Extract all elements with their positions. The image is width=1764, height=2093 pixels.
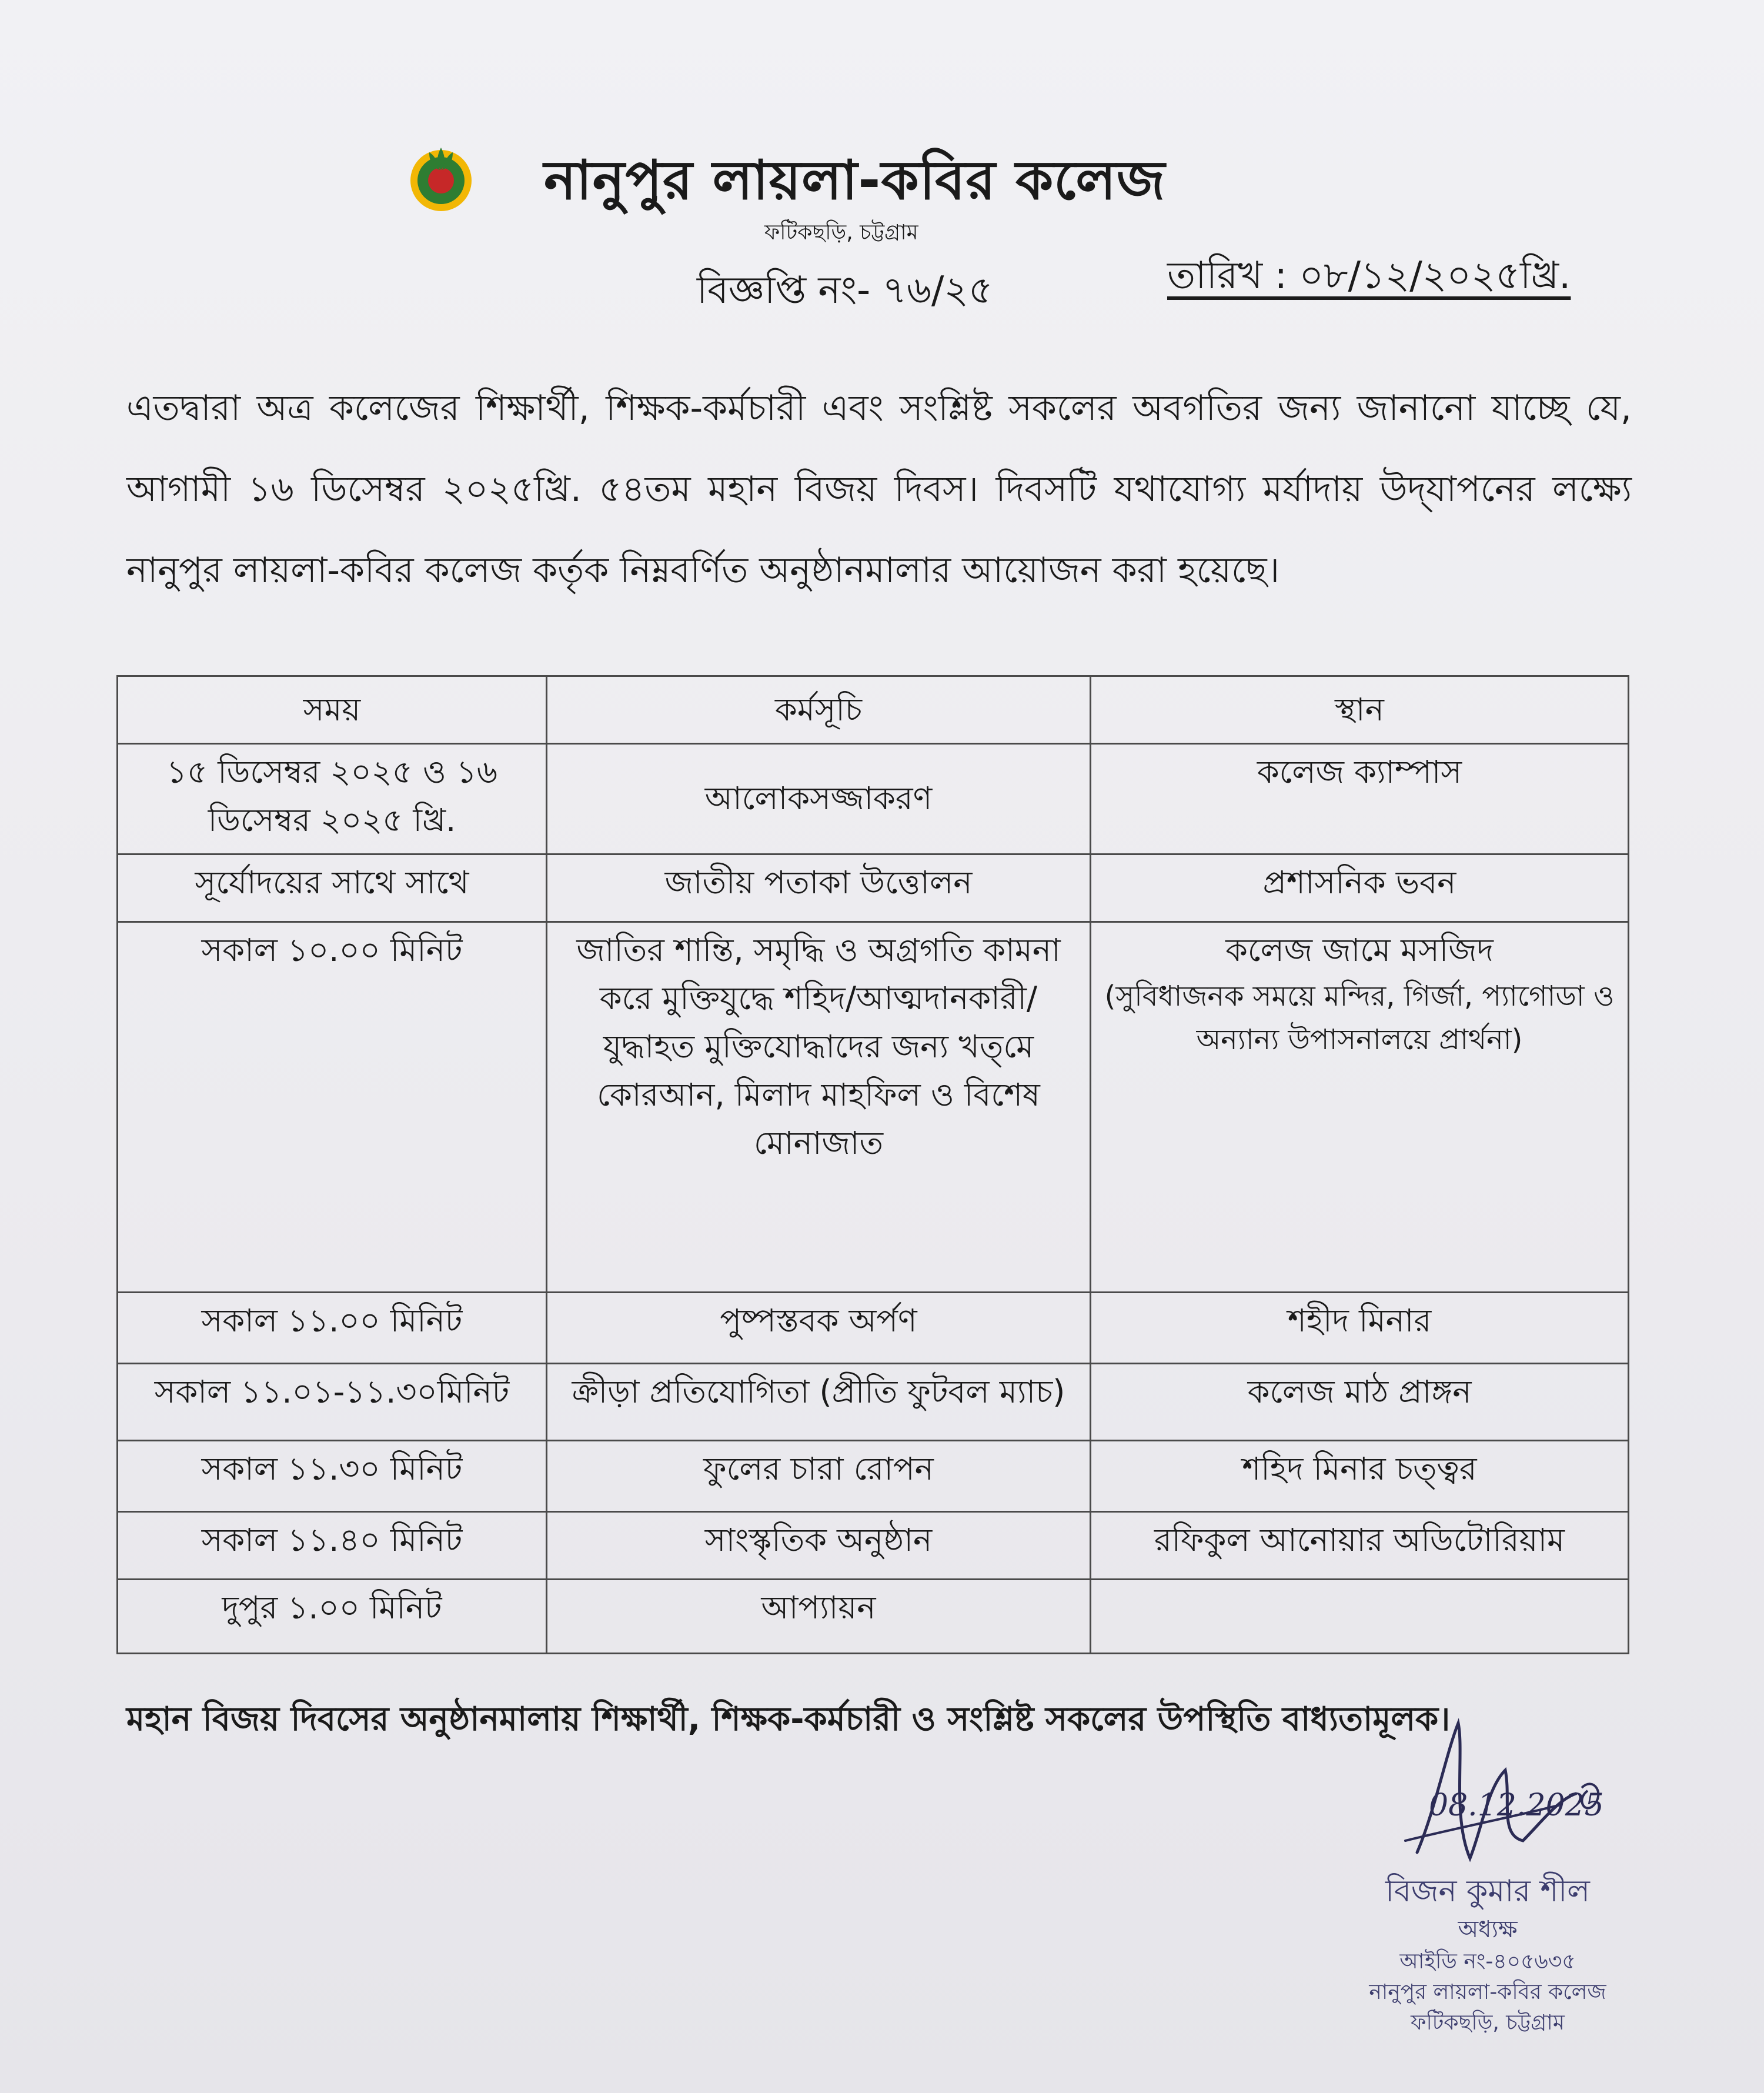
signatory-title: অধ্যক্ষ [1458,1916,1518,1943]
cell-place [1091,1580,1629,1654]
place-note: (সুবিধাজনক সময়ে মন্দির, গির্জা, প্যাগোডা ও অন্যান্য উপাসনালয়ে প্রার্থনা) [1104,980,1615,1057]
table-row [118,1511,1629,1579]
table-row [118,1580,1629,1654]
signatory-name: বিজন কুমার শীল [1385,1874,1590,1909]
cell-program: আপ্যায়ন [547,1580,1091,1654]
cell-place: কলেজ মাঠ প্রাঙ্গন [1091,1363,1629,1440]
notice-body: এতদ্বারা অত্র কলেজের শিক্ষার্থী, শিক্ষক-কর্মচারী এবং সংশ্লিষ্ট সকলের অবগতির জন্য জানানো যাচ্ছে যে, আগামী ১৬ ডিসেম্বর ২০২৫খ্রি. ৫৪তম মহান বিজয় দিবস। দিবসটি যথাযোগ্য মর্যাদায় উদ্‌যাপনের লক্ষ্যে নানুপুর লায়লা-কবির কলেজ কর্তৃক নিম্নবর্ণিত অনুষ্ঠানমালার আয়োজন করা হয়েছে। [126,388,1632,591]
cell-time: সকাল ১০.০০ মিনিট [118,922,547,1293]
header-time: সময় [118,676,547,744]
cell-place: প্রশাসনিক ভবন [1091,854,1629,922]
cell-time: সূর্যোদয়ের সাথে সাথে [118,854,547,922]
cell-time: সকাল ১১.০০ মিনিট [118,1293,547,1364]
cell-program: জাতির শান্তি, সমৃদ্ধি ও অগ্রগতি কামনা করে মুক্তিযুদ্ধে শহিদ/আত্মদানকারী/যুদ্ধাহত মুক্তিযোদ্ধাদের জন্য খত্‌মে কোরআন, মিলাদ মাহফিল ও বিশেষ মোনাজাত [547,922,1091,1293]
signatory-institution: নানুপুর লায়লা-কবির কলেজ [1369,1980,1606,2004]
place-name: কলেজ জামে মসজিদ [1225,932,1494,969]
header-place: স্থান [1091,676,1629,744]
signatory-id: আইডি নং-৪০৫৬৩৫ [1399,1950,1576,1974]
signatory-place: ফটিকছড়ি, চট্টগ্রাম [1411,2011,1565,2035]
table-row [118,1293,1629,1364]
cell-place [1091,922,1629,1293]
cell-program: পুষ্পস্তবক অর্পণ [547,1293,1091,1364]
table-row [118,854,1629,922]
college-name: নানুপুর লায়লা-কবির কলেজ [544,149,1166,212]
table-header-row [118,676,1629,744]
notice-number: বিজ্ঞপ্তি নং- ৭৬/২৫ [697,269,993,312]
closing-note: মহান বিজয় দিবসের অনুষ্ঠানমালায় শিক্ষার্থী, শিক্ষক-কর্মচারী ও সংশ্লিষ্ট সকলের উপস্থিতি বাধ্যতামূলক। [126,1700,1451,1738]
cell-program: ক্রীড়া প্রতিযোগিতা (প্রীতি ফুটবল ম্যাচ) [547,1363,1091,1440]
college-logo-icon [406,144,476,215]
cell-program: জাতীয় পতাকা উত্তোলন [547,854,1091,922]
cell-time: সকাল ১১.৩০ মিনিট [118,1440,547,1511]
cell-time: সকাল ১১.০১-১১.৩০মিনিট [118,1363,547,1440]
cell-place: শহিদ মিনার চত্ত্বর [1091,1440,1629,1511]
cell-program: ফুলের চারা রোপন [547,1440,1091,1511]
table-row [118,744,1629,854]
cell-place: শহীদ মিনার [1091,1293,1629,1364]
header-program: কর্মসূচি [547,676,1091,744]
cell-program: সাংস্কৃতিক অনুষ্ঠান [547,1511,1091,1579]
notice-date: তারিখ : ০৮/১২/২০২৫খ্রি. [1167,254,1571,298]
table-row [118,1440,1629,1511]
signature-date: 08.12.2025 [1429,1788,1604,1823]
cell-place: রফিকুল আনোয়ার অডিটোরিয়াম [1091,1511,1629,1579]
cell-time: দুপুর ১.০০ মিনিট [118,1580,547,1654]
table-row [118,922,1629,1293]
college-location: ফটিকছড়ি, চট্টগ্রাম [764,221,918,245]
signatory-stamp [1282,1870,1693,2038]
cell-place: কলেজ ক্যাম্পাস [1091,744,1629,854]
cell-time: ১৫ ডিসেম্বর ২০২৫ ও ১৬ ডিসেম্বর ২০২৫ খ্রি. [118,744,547,854]
table-row [118,1363,1629,1440]
cell-time: সকাল ১১.৪০ মিনিট [118,1511,547,1579]
cell-program: আলোকসজ্জাকরণ [547,744,1091,854]
program-schedule-table [116,675,1629,1654]
